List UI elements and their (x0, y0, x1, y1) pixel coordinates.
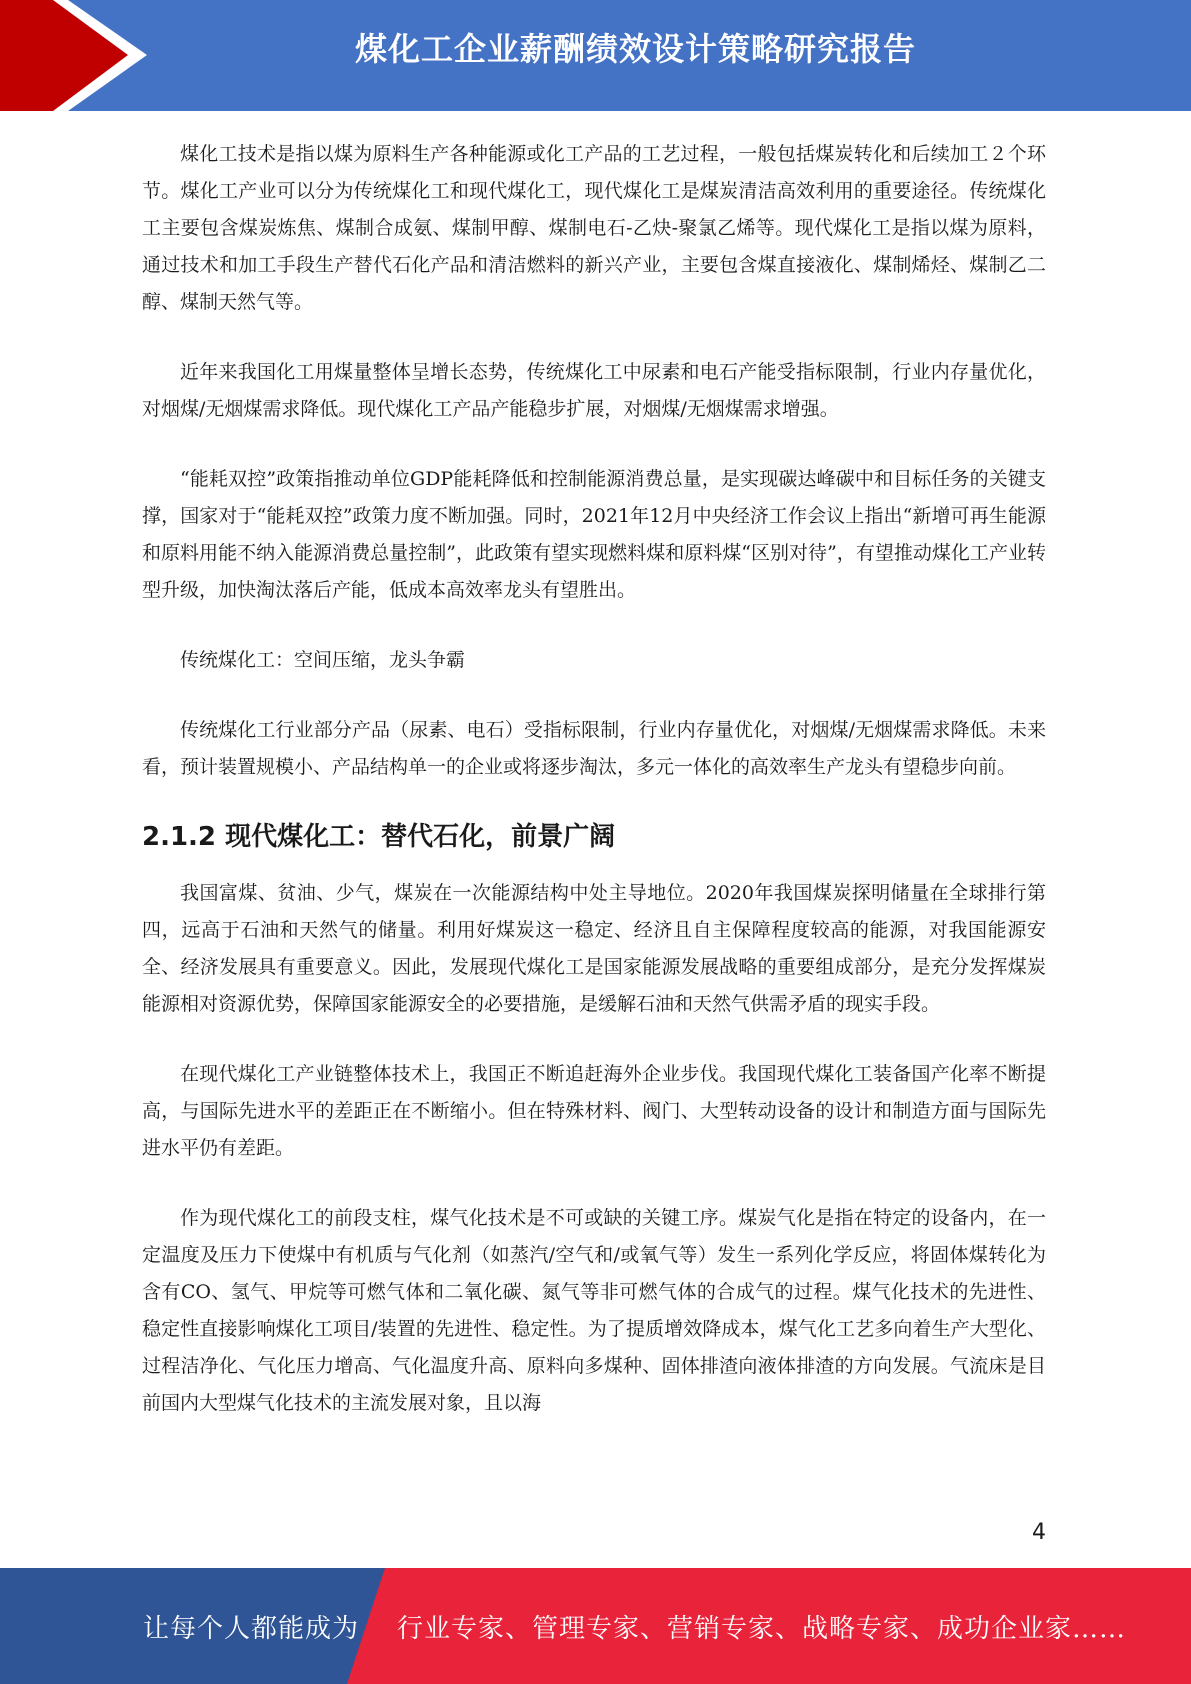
section-heading-2-1-2: 2.1.2 现代煤化工：替代石化，前景广阔 (142, 822, 616, 852)
paragraph-coal-gasification: 作为现代煤化工的前段支柱，煤气化技术是不可或缺的关键工序。煤炭气化是指在特定的设备内，在一定温度及压力下使煤中有机质与气化剂（如蒸汽/空气和/或氧气等）发生一系列化学反应，将固体煤转化为含有CO、氢气、甲烷等可燃气体和二氧化碳、氮气等非可燃气体的合成气的过程。煤气化技术的先进性、稳定性直接影响煤化工项目/装置的先进性、稳定性。为了提质增效降成本，煤气化工艺多向着生产大型化、过程洁净化、气化压力增高、气化温度升高、原料向多煤种、固体排渣向液体排渣的方向发展。气流床是目前国内大型煤气化技术的主流发展对象，且以海 (142, 1207, 1046, 1414)
report-title: 煤化工企业薪酬绩效设计策略研究报告 (354, 30, 916, 68)
paragraph-traditional-subtitle: 传统煤化工：空间压缩，龙头争霸 (180, 649, 466, 671)
footer-slogan-left: 让每个人都能成为 (143, 1614, 360, 1644)
page-footer (0, 1568, 1191, 1684)
paragraph-coal-demand-trend: 近年来我国化工用煤量整体呈增长态势，传统煤化工中尿素和电石产能受指标限制，行业内存量优化，对烟煤/无烟煤需求降低。现代煤化工产品产能稳步扩展，对烟煤/无烟煤需求增强。 (142, 361, 1046, 420)
page-number: 4 (1032, 1520, 1046, 1545)
paragraph-coal-chemical-definition: 煤化工技术是指以煤为原料生产各种能源或化工产品的工艺过程，一般包括煤炭转化和后续加工２个环节。煤化工产业可以分为传统煤化工和现代煤化工，现代煤化工是煤炭清洁高效利用的重要途径。传统煤化工主要包含煤炭炼焦、煤制合成氨、煤制甲醇、煤制电石-乙炔-聚氯乙烯等。现代煤化工是指以煤为原料，通过技术和加工手段生产替代石化产品和清洁燃料的新兴产业，主要包含煤直接液化、煤制烯烃、煤制乙二醇、煤制天然气等。 (142, 143, 1046, 313)
paragraph-industry-technology: 在现代煤化工产业链整体技术上，我国正不断追赶海外企业步伐。我国现代煤化工装备国产化率不断提高，与国际先进水平的差距正在不断缩小。但在特殊材料、阀门、大型转动设备的设计和制造方面与国际先进水平仍有差距。 (142, 1063, 1046, 1159)
footer-slogan-right: 行业专家、管理专家、营销专家、战略专家、成功企业家…… (397, 1614, 1127, 1644)
header-arrow-decoration (0, 0, 170, 111)
page-header (0, 0, 1191, 111)
paragraph-traditional-outlook: 传统煤化工行业部分产品（尿素、电石）受指标限制，行业内存量优化，对烟煤/无烟煤需求降低。未来看，预计装置规模小、产品结构单一的企业或将逐步淘汰，多元一体化的高效率生产龙头有望稳步向前。 (142, 719, 1046, 778)
document-body (142, 136, 1046, 1422)
paragraph-coal-resources: 我国富煤、贫油、少气，煤炭在一次能源结构中处主导地位。2020年我国煤炭探明储量在全球排行第四，远高于石油和天然气的储量。利用好煤炭这一稳定、经济且自主保障程度较高的能源，对我国能源安全、经济发展具有重要意义。因此，发展现代煤化工是国家能源发展战略的重要组成部分，是充分发挥煤炭能源相对资源优势，保障国家能源安全的必要措施，是缓解石油和天然气供需矛盾的现实手段。 (142, 882, 1046, 1015)
paragraph-energy-dual-control: “能耗双控”政策指推动单位GDP能耗降低和控制能源消费总量，是实现碳达峰碳中和目标任务的关键支撑，国家对于“能耗双控”政策力度不断加强。同时，2021年12月中央经济工作会议上指出“新增可再生能源和原料用能不纳入能源消费总量控制”，此政策有望实现燃料煤和原料煤“区别对待”，有望推动煤化工产业转型升级，加快淘汰落后产能，低成本高效率龙头有望胜出。 (142, 468, 1046, 601)
